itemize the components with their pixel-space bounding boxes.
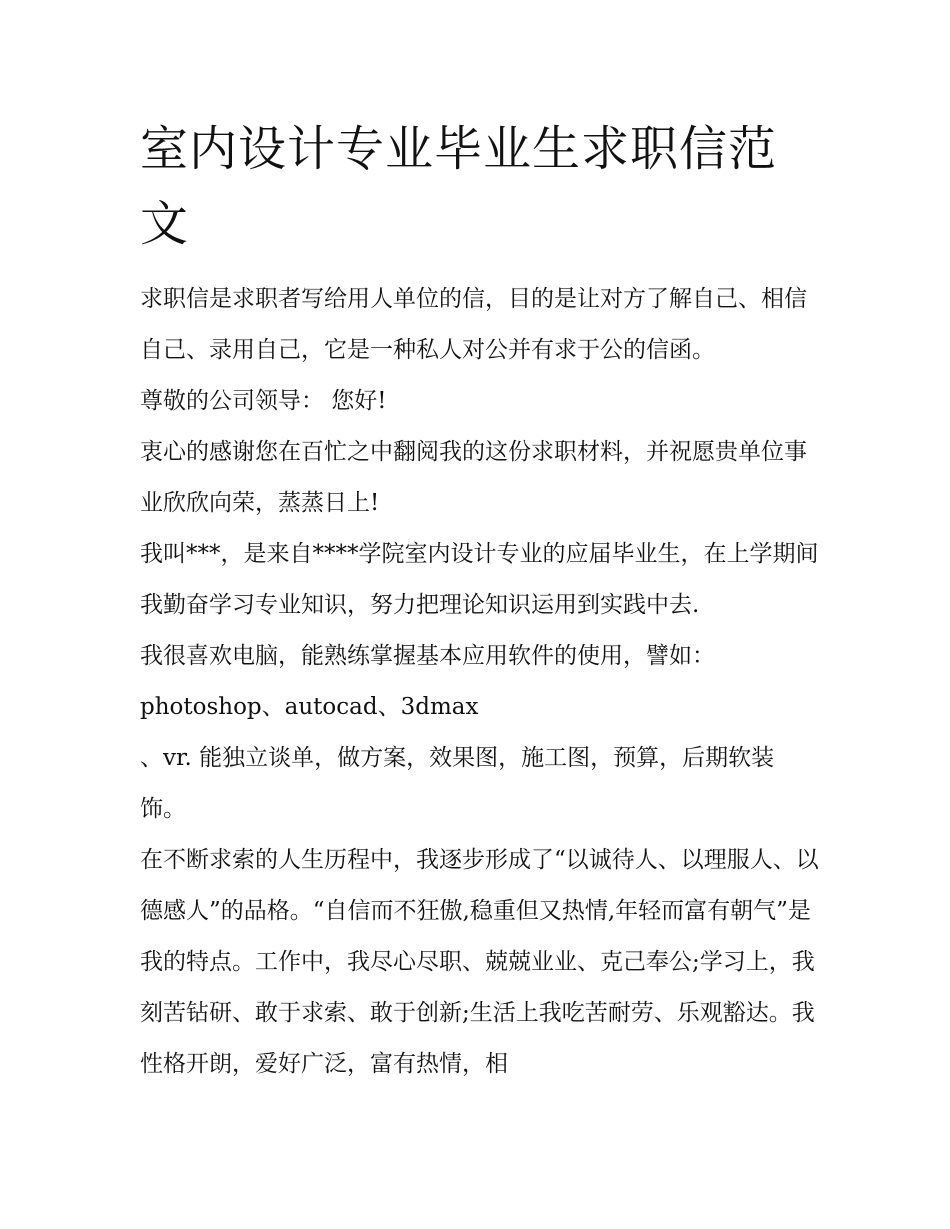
paragraph-self-intro: 我叫***，是来自****学院室内设计专业的应届毕业生，在上学期间我勤奋学习专业知识，努力把理论知识运用到实践中去. [140, 541, 819, 618]
paragraph-thanks: 衷心的感谢您在百忙之中翻阅我的这份求职材料，并祝愿贵单位事业欣欣向荣，蒸蒸日上! [140, 439, 807, 516]
paragraph-salutation: 尊敬的公司领导： 您好! [140, 388, 387, 414]
paragraph-intro: 求职信是求职者写给用人单位的信，目的是让对方了解自己、相信自己、录用自己，它是一种私人对公并有求于公的信函。 [140, 286, 807, 363]
paragraph-software-list: photoshop、autocad、3dmax [140, 694, 479, 720]
document-content [140, 112, 820, 1090]
paragraph-computer-skills: 我很喜欢电脑，能熟练掌握基本应用软件的使用，譬如： [140, 643, 715, 669]
document-title: 室内设计专业毕业生求职信范文 [140, 121, 778, 252]
document-body [140, 274, 820, 1090]
paragraph-character: 在不断求索的人生历程中，我逐步形成了“以诚待人、以理服人、以德感人”的品格。“自信而不狂傲,稳重但又热情,年轻而富有朝气”是我的特点。工作中，我尽心尽职、兢兢业业、克己奉公;学习上，我刻苦钻研、敢于求索、敢于创新;生活上我吃苦耐劳、乐观豁达。我性格开朗，爱好广泛，富有热情，相 [140, 847, 819, 1077]
paragraph-abilities: 、vr. 能独立谈单，做方案，效果图，施工图，预算，后期软装饰。 [140, 745, 775, 822]
